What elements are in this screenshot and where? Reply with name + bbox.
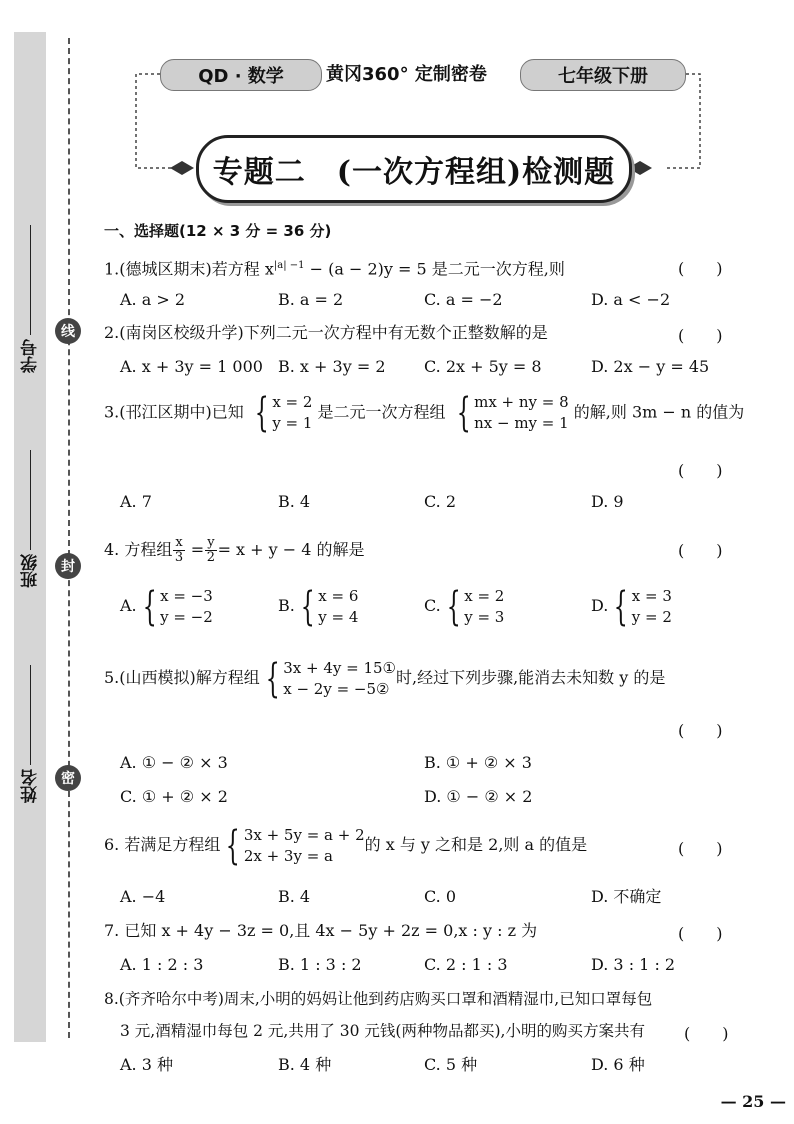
class-label: 班级 (20, 554, 41, 588)
q7-option-b[interactable]: B. 1 : 3 : 2 (278, 955, 362, 974)
name-label: 姓名 (20, 769, 41, 803)
q2-stem: 2.(南岗区校级升学)下列二元一次方程中有无数个正整数解的是 (104, 323, 548, 342)
q6-option-d[interactable]: D. 不确定 (591, 887, 662, 906)
page-title: 专题二 (一次方程组)检测题 (196, 135, 632, 203)
q4-stem: 4. 方程组 $\frac{x}{3}$ = $\frac{y}{2}$ = x + y − 4 的解是 (104, 535, 365, 565)
q8-option-a[interactable]: A. 3 种 (120, 1055, 173, 1074)
q3-option-a[interactable]: A. 7 (120, 492, 152, 511)
page-number: — 25 — (720, 1092, 786, 1111)
student-id-field[interactable] (18, 225, 42, 373)
series-name: 黄冈360° 定制密卷 (326, 64, 487, 85)
q4-answer-paren[interactable]: ( ) (678, 541, 723, 560)
grade-pill: 七年级下册 (520, 59, 686, 91)
q8-option-d[interactable]: D. 6 种 (591, 1055, 645, 1074)
seal-feng: 封 (55, 553, 81, 579)
q3-option-d[interactable]: D. 9 (591, 492, 624, 511)
q1-answer-paren[interactable]: ( ) (678, 259, 723, 278)
q5-stem: 5.(山西模拟)解方程组 { 3x + 4y = 15① x − 2y = −5② 时,经过下列步骤,能消去未知数 y 的是 (104, 655, 666, 702)
q4-option-b[interactable]: B. { x = 6 y = 4 (278, 583, 359, 630)
seal-mi: 密 (55, 765, 81, 791)
q7-answer-paren[interactable]: ( ) (678, 924, 723, 943)
q3-option-b[interactable]: B. 4 (278, 492, 311, 511)
q2-option-d[interactable]: D. 2x − y = 45 (591, 357, 710, 376)
q1-stem: 1.(德城区期末)若方程 $x^{|a| -1} - (a - 2)y = 5$ 是二元一次方程,则 (104, 259, 565, 279)
q8-answer-paren[interactable]: ( ) (684, 1024, 729, 1043)
q6-option-c[interactable]: C. 0 (424, 887, 457, 906)
q5-answer-paren[interactable]: ( ) (678, 721, 723, 740)
class-line[interactable] (30, 450, 31, 550)
q8-stem-line2: 3 元,酒精湿巾每包 2 元,共用了 30 元钱(两种物品都买),小明的购买方案共有 (120, 1022, 645, 1040)
q1-option-c[interactable]: C. a = −2 (424, 290, 503, 309)
name-line[interactable] (30, 665, 31, 765)
seal-xian: 线 (55, 318, 81, 344)
q5-option-a[interactable]: A. ① − ② × 3 (120, 753, 228, 772)
q7-stem: 7. 已知 x + 4y − 3z = 0,且 4x − 5y + 2z = 0,x : y : z 为 (104, 921, 538, 940)
q7-option-d[interactable]: D. 3 : 1 : 2 (591, 955, 676, 974)
q4-option-c[interactable]: C. { x = 2 y = 3 (424, 583, 505, 630)
q5-option-b[interactable]: B. ① + ② × 3 (424, 753, 532, 772)
class-field[interactable] (18, 450, 42, 588)
q3-option-c[interactable]: C. 2 (424, 492, 457, 511)
subject-pill: QD · 数学 (160, 59, 322, 91)
q8-option-b[interactable]: B. 4 种 (278, 1055, 332, 1074)
student-id-line[interactable] (30, 225, 31, 335)
section-heading: 一、选择题(12 × 3 分 = 36 分) (104, 222, 332, 240)
q8-stem-line1: 8.(齐齐哈尔中考)周末,小明的妈妈让他到药店购买口罩和酒精湿巾,已知口罩每包 (104, 990, 653, 1008)
q6-option-b[interactable]: B. 4 (278, 887, 311, 906)
student-id-label: 学号 (20, 339, 41, 373)
q8-option-c[interactable]: C. 5 种 (424, 1055, 478, 1074)
q1-option-b[interactable]: B. a = 2 (278, 290, 344, 309)
q2-option-b[interactable]: B. x + 3y = 2 (278, 357, 386, 376)
q4-option-a[interactable]: A. { x = −3 y = −2 (120, 583, 213, 630)
q7-option-c[interactable]: C. 2 : 1 : 3 (424, 955, 508, 974)
q1-option-d[interactable]: D. a < −2 (591, 290, 671, 309)
q3-system-equations: { mx + ny = 8 nx − my = 1 (456, 390, 569, 436)
q2-option-a[interactable]: A. x + 3y = 1 000 (120, 357, 263, 376)
q4-option-d[interactable]: D. { x = 3 y = 2 (591, 583, 672, 630)
name-field[interactable] (18, 665, 42, 803)
q3-system-solution: { x = 2 y = 1 (254, 390, 313, 436)
q5-option-d[interactable]: D. ① − ② × 2 (424, 787, 533, 806)
q1-option-a[interactable]: A. a > 2 (120, 290, 186, 309)
q3-stem: 3.(邗江区期中)已知 { x = 2 y = 1 是二元一次方程组 { mx + ny = 8 nx − my = 1 的解,则 3m − n 的值为 (104, 390, 745, 436)
q7-option-a[interactable]: A. 1 : 2 : 3 (120, 955, 204, 974)
q2-option-c[interactable]: C. 2x + 5y = 8 (424, 357, 542, 376)
q6-option-a[interactable]: A. −4 (120, 887, 166, 906)
q2-answer-paren[interactable]: ( ) (678, 326, 723, 345)
q3-answer-paren[interactable]: ( ) (678, 461, 723, 480)
q5-option-c[interactable]: C. ① + ② × 2 (120, 787, 228, 806)
q6-stem: 6. 若满足方程组 { 3x + 5y = a + 2 2x + 3y = a 的 x 与 y 之和是 2,则 a 的值是 (104, 822, 588, 869)
q6-answer-paren[interactable]: ( ) (678, 839, 723, 858)
